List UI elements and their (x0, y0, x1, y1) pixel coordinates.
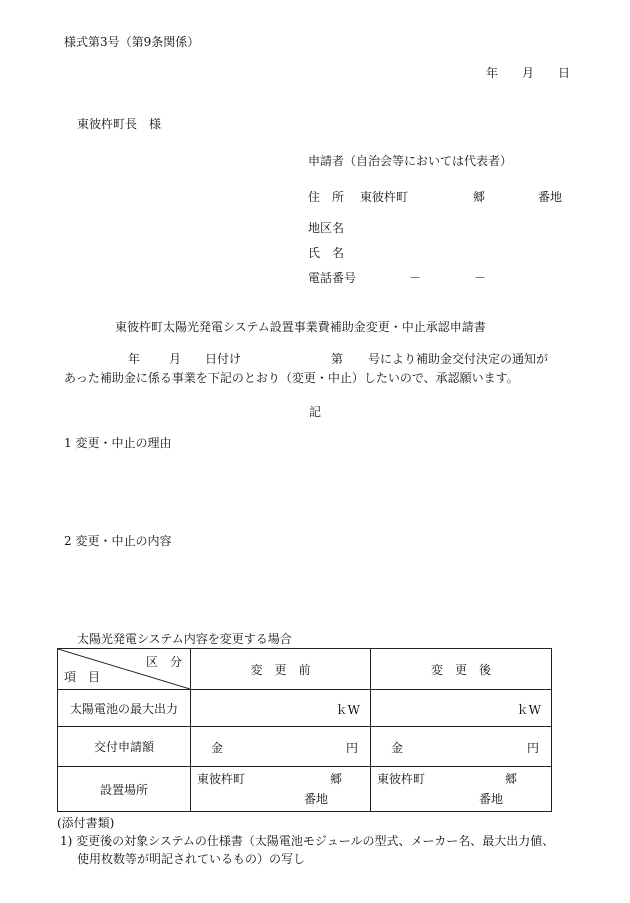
header-koumoku: 項 目 (64, 670, 101, 684)
body-dai: 第 (331, 352, 344, 366)
body-rest: 号により補助金交付決定の通知が (368, 352, 549, 366)
row-output-label: 太陽電池の最大出力 (69, 701, 178, 716)
output-before-unit: ｋW (335, 703, 360, 717)
body-month: 月 (169, 352, 182, 366)
col-after-label: 変 更 後 (430, 662, 491, 677)
table-caption: 太陽光発電システム内容を変更する場合 (77, 632, 292, 646)
address-town: 東彼杵町 (360, 190, 409, 204)
form-number: 様式第3号（第9条関係） (64, 35, 200, 49)
row-amount-label-cell (58, 727, 191, 767)
name-label: 氏 名 (308, 246, 345, 260)
header-kubun: 区 分 (145, 655, 182, 669)
place-before-town: 東彼杵町 (197, 772, 246, 786)
amount-before-yen: 円 (345, 741, 358, 755)
attachments-heading: (添付書類) (57, 816, 115, 830)
amount-after-kin: 金 (391, 741, 404, 755)
body-day-ref: 日付け (205, 352, 242, 366)
row-place-label: 設置場所 (99, 782, 148, 797)
place-after-go: 郷 (504, 772, 517, 786)
body-line-2: あった補助金に係る事業を下記のとおり（変更・中止）したいので、承認願います。 (64, 371, 519, 385)
phone-dash-2: － (474, 271, 487, 285)
row-place-label-cell (58, 767, 191, 812)
address-go: 郷 (473, 190, 486, 204)
row-output-label-cell (58, 690, 191, 727)
phone-label: 電話番号 (308, 271, 357, 285)
phone-dash-1: － (409, 271, 422, 285)
date-line: 年 月 日 (486, 66, 571, 80)
section-1-heading: 1 変更・中止の理由 (64, 436, 172, 450)
output-after-unit: ｋW (516, 703, 541, 717)
row-amount-label: 交付申請額 (93, 740, 154, 754)
header-diagonal-cell (58, 649, 191, 690)
document-title: 東彼杵町太陽光発電システム設置事業費補助金変更・中止承認申請書 (115, 320, 486, 334)
amount-after-cell (371, 727, 552, 767)
district-label: 地区名 (308, 221, 345, 235)
attachment-1-line-2: 使用枚数等が明記されているもの）の写し (77, 852, 306, 866)
place-before-go: 郷 (329, 772, 342, 786)
place-after-banchi: 番地 (478, 792, 503, 806)
ki-heading: 記 (309, 405, 322, 419)
applicant-heading: 申請者（自治会等においては代表者） (308, 154, 513, 168)
addressee: 東彼杵町長 様 (77, 117, 162, 131)
place-before-banchi: 番地 (303, 792, 328, 806)
amount-after-yen: 円 (526, 741, 539, 755)
change-table (57, 648, 552, 812)
col-before-label: 変 更 前 (250, 662, 311, 677)
place-after-cell (371, 767, 552, 812)
col-after-header (371, 649, 552, 690)
place-before-cell (191, 767, 371, 812)
place-after-town: 東彼杵町 (377, 772, 426, 786)
output-before-cell (191, 690, 371, 727)
body-year: 年 (128, 352, 141, 366)
address-label: 住 所 (308, 190, 345, 204)
address-banchi: 番地 (538, 190, 563, 204)
output-after-cell (371, 690, 552, 727)
amount-before-cell (191, 727, 371, 767)
attachment-1-line-1: 1) 変更後の対象システムの仕様書（太陽電池モジュールの型式、メーカー名、最大出力値、 (60, 834, 555, 848)
col-before-header (191, 649, 371, 690)
amount-before-kin: 金 (211, 741, 224, 755)
section-2-heading: 2 変更・中止の内容 (64, 534, 172, 548)
